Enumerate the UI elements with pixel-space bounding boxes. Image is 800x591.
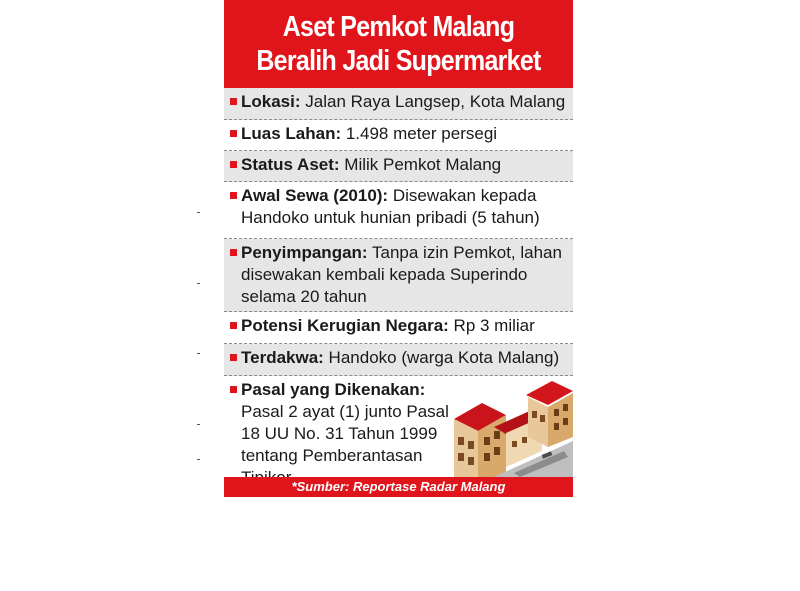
fact-value: Milik Pemkot Malang	[339, 155, 502, 174]
fact-row-awal-sewa	[224, 182, 573, 239]
fact-value: Pasal 2 ayat (1) junto Pasal 18 UU No. 31 Tahun 1999 tentang Pemberantasan	[241, 402, 449, 465]
fact-row-lokasi	[224, 88, 573, 120]
fact-value: Tanpa izin Pemkot, lahan disewakan kembali kepada Superindo selama 20 tahun	[241, 243, 562, 306]
fact-label: Status Aset:	[241, 155, 340, 174]
margin-tick	[197, 212, 200, 213]
fact-label: Lokasi:	[241, 92, 301, 111]
margin-tick	[197, 353, 200, 354]
fact-label: Awal Sewa (2010):	[241, 186, 389, 205]
square-bullet-icon	[230, 130, 237, 137]
title-line-1: Aset Pemkot Malang	[282, 11, 515, 43]
square-bullet-icon	[230, 98, 237, 105]
square-bullet-icon	[230, 354, 237, 361]
fact-label: Luas Lahan:	[241, 124, 342, 143]
buildings-illustration-icon	[454, 381, 573, 477]
fact-label: Potensi Kerugian Negara:	[241, 316, 449, 335]
fact-row-status-aset	[224, 151, 573, 182]
infographic-title	[224, 0, 573, 88]
fact-label: Terdakwa:	[241, 348, 324, 367]
fact-value: 1.498 meter persegi	[341, 124, 498, 143]
fact-value: Disewakan kepada Handoko untuk hunian pribadi (5 tahun)	[241, 186, 540, 227]
margin-tick	[197, 283, 200, 284]
square-bullet-icon	[230, 249, 237, 256]
square-bullet-icon	[230, 386, 237, 393]
square-bullet-icon	[230, 322, 237, 329]
square-bullet-icon	[230, 192, 237, 199]
square-bullet-icon	[230, 161, 237, 168]
fact-row-luas-lahan	[224, 120, 573, 151]
fact-label: Pasal yang Dikenakan:	[241, 380, 426, 399]
margin-tick	[197, 424, 200, 425]
fact-value: Handoko (warga Kota Malang)	[323, 348, 560, 367]
fact-row-potensi-kerugian	[224, 312, 573, 344]
source-footer: *Sumber: Reportase Radar Malang	[224, 477, 573, 497]
fact-label: Penyimpangan:	[241, 243, 368, 262]
fact-row-penyimpangan	[224, 239, 573, 312]
infographic-card	[224, 0, 573, 497]
fact-value: Rp 3 miliar	[448, 316, 535, 335]
fact-value: Jalan Raya Langsep, Kota Malang	[300, 92, 566, 111]
title-line-2: Beralih Jadi Supermarket	[256, 45, 541, 77]
fact-row-terdakwa	[224, 344, 573, 376]
margin-tick	[197, 459, 200, 460]
